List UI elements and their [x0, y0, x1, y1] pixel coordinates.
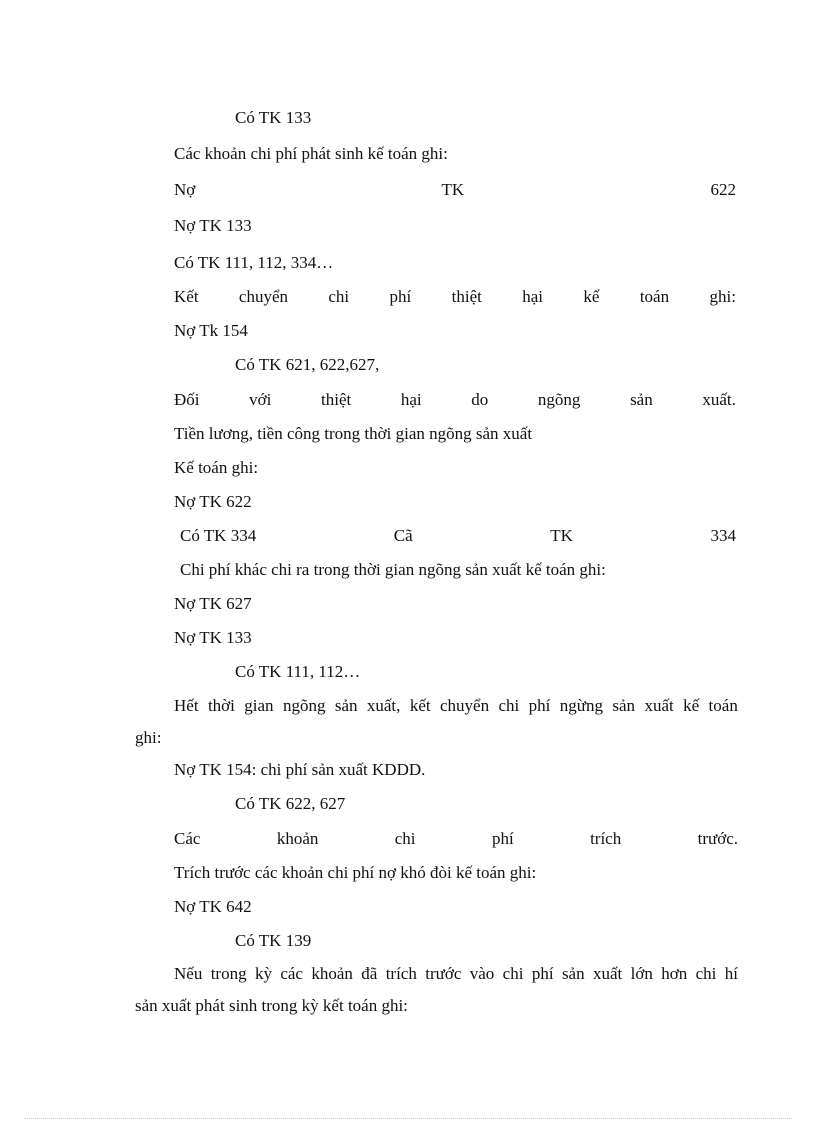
word: do	[471, 390, 489, 409]
word: chi	[328, 287, 350, 306]
word: ghi:	[709, 287, 736, 306]
word: phí	[389, 287, 412, 306]
word: Có TK 334	[180, 526, 257, 545]
text-line: Các khoản chi phí phát sinh kế toán ghi:	[174, 144, 448, 163]
word: Hết	[174, 696, 199, 715]
word: ngõng	[537, 390, 581, 409]
word: trước	[425, 964, 462, 983]
word: hại	[400, 390, 422, 409]
word: phí	[528, 696, 551, 715]
word: chuyển	[439, 696, 490, 715]
text-line: Có TK 622, 627	[235, 794, 346, 813]
word: 622	[710, 180, 736, 199]
text-line: Nợ Tk 154	[174, 321, 248, 340]
text-line: Nợ TK 622	[174, 492, 252, 511]
text-line: Nợ TK 154: chi phí sản xuất KDDD.	[174, 760, 426, 779]
word: trong	[210, 964, 247, 983]
word: phí	[531, 964, 554, 983]
word: sản	[630, 390, 653, 409]
text-line: Tiền lương, tiền công trong thời gian ngõng sản xuất	[174, 424, 533, 443]
word: Nếu	[174, 964, 203, 983]
text-line: Có TK 133	[235, 108, 312, 127]
word: TK	[550, 526, 573, 545]
word: trích	[385, 964, 417, 983]
word: Cã	[393, 526, 413, 545]
word: ngừng	[559, 696, 603, 715]
text-line: Có TK 139	[235, 931, 312, 950]
text-line: Nợ TK 627	[174, 594, 252, 613]
justified-line	[174, 696, 738, 716]
justified-line	[174, 390, 736, 410]
word: toán	[708, 696, 738, 715]
word: xuất	[592, 964, 623, 983]
word: chi	[498, 696, 520, 715]
text-line: Có TK 621, 622,627,	[235, 355, 380, 374]
word: xuất	[644, 696, 674, 715]
word: Nợ	[174, 180, 196, 199]
word: TK	[441, 180, 465, 199]
text-line: ghi:	[135, 728, 162, 747]
word: Đối	[174, 390, 200, 409]
text-line: Kế toán ghi:	[174, 458, 259, 477]
text-line: Có TK 111, 112, 334…	[174, 253, 334, 272]
word: hơn	[661, 964, 688, 983]
word: thời	[207, 696, 235, 715]
word: kế	[683, 696, 700, 715]
justified-line	[174, 829, 738, 849]
word: các	[280, 964, 303, 983]
justified-line	[174, 964, 738, 984]
word: khoản	[276, 829, 319, 848]
word: sản	[334, 696, 358, 715]
word: hại	[522, 287, 544, 306]
word: chuyển	[238, 287, 289, 306]
text-line: Nợ TK 642	[174, 897, 252, 916]
word: gian	[244, 696, 274, 715]
word: toán	[639, 287, 670, 306]
justified-line	[174, 287, 736, 307]
word: Các	[174, 829, 201, 848]
word: chi	[394, 829, 416, 848]
text-line: Nợ TK 133	[174, 628, 252, 647]
word: khoản	[311, 964, 353, 983]
word: Kết	[174, 287, 199, 306]
word: trước.	[697, 829, 738, 848]
text-line: Chi phí khác chi ra trong thời gian ngõng sản xuất kế toán ghi:	[180, 560, 606, 579]
text-line: sản xuất phát sinh trong kỳ kết toán ghi:	[135, 996, 408, 1015]
word: xuất,	[366, 696, 401, 715]
word: 334	[710, 526, 736, 545]
text-line: Nợ TK 133	[174, 216, 252, 235]
page-bottom-divider	[24, 1118, 792, 1119]
word: thiệt	[451, 287, 482, 306]
word: kỳ	[254, 964, 272, 983]
word: trích	[590, 829, 622, 848]
word: với	[249, 390, 272, 409]
word: phí	[491, 829, 514, 848]
word: sản	[612, 696, 636, 715]
word: chi	[695, 964, 717, 983]
word: chi	[502, 964, 524, 983]
justified-line	[174, 180, 736, 200]
word: đã	[361, 964, 378, 983]
text-line: Trích trước các khoản chi phí nợ khó đòi kế toán ghi:	[174, 863, 537, 882]
word: kết	[409, 696, 431, 715]
word: thiệt	[321, 390, 352, 409]
text-line: Có TK 111, 112…	[235, 662, 361, 681]
word: hí	[724, 964, 738, 983]
word: xuất.	[702, 390, 736, 409]
word: sản	[561, 964, 585, 983]
word: vào	[469, 964, 495, 983]
word: kế	[583, 287, 600, 306]
word: lớn	[630, 964, 653, 983]
word: ngõng	[282, 696, 326, 715]
justified-line	[180, 526, 736, 546]
